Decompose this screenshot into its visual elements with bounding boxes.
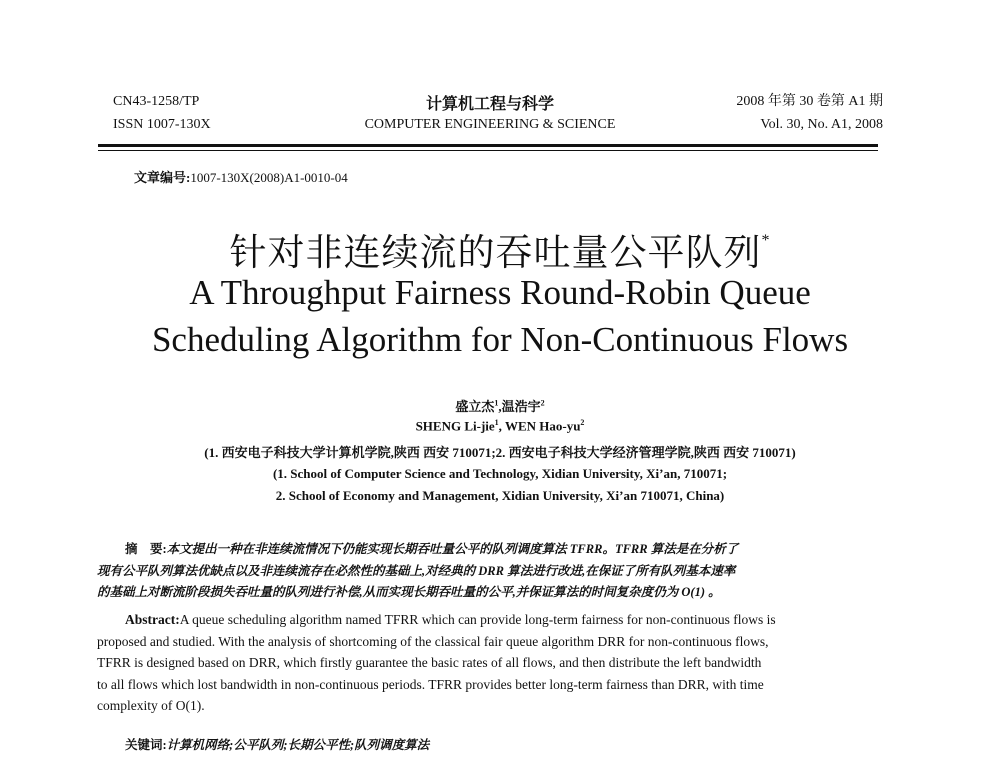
- abstract-en-line1: [97, 609, 883, 631]
- author-en-1: SHENG Li-jie: [415, 418, 495, 434]
- journal-issn: ISSN 1007-130X: [113, 117, 211, 132]
- abstract-en-line5: complexity of O(1).: [97, 698, 205, 713]
- author-en-separator: ,: [498, 418, 505, 434]
- journal-title-cn: 计算机工程与科学: [425, 96, 554, 113]
- abstract-cn-label: 摘 要:: [125, 542, 167, 556]
- header-rule-thin: [98, 150, 878, 151]
- affiliation-cn: (1. 西安电子科技大学计算机学院,陕西 西安 710071;2. 西安电子科技大学经济管理学院,陕西 西安 710071): [204, 445, 796, 460]
- authors-en: [0, 418, 1000, 434]
- affiliation-en-line1: (1. School of Computer Science and Technology, Xidian University, Xi’an, 710071;: [272, 466, 728, 481]
- abstract-en-line2: proposed and studied. With the analysis of shortcoming of the classical fair queue algorithm DRR for non-continuous flows,: [97, 633, 769, 649]
- abstract-en-label: Abstract:: [125, 612, 180, 627]
- abstract-en: [97, 609, 883, 717]
- keywords-label: 关键词:: [125, 738, 167, 752]
- abstract-cn-text1: 本文提出一种在非连续流情况下仍能实现长期吞吐量公平的队列调度算法 TFRR。TFRR 算法是在分析了: [166, 542, 739, 556]
- abstract-en-text1: A queue scheduling algorithm named TFRR which can provide long-term fairness for non-continuous flows is: [179, 612, 776, 627]
- abstract-en-line3: TFRR is designed based on DRR, which firstly guarantee the basic rates of all flows, and then distribute the left bandwidth: [97, 655, 762, 670]
- abstract-cn-line1: [97, 539, 883, 561]
- abstract-cn-line3: 的基础上对断流阶段损失吞吐量的队列进行补偿,从而实现长期吞吐量的公平,并保证算法的时间复杂度仍为 O(1) 。: [97, 585, 721, 599]
- journal-cn-code: CN43-1258/TP: [113, 94, 200, 109]
- author-cn-1: 盛立杰: [455, 399, 495, 414]
- article-number: [134, 167, 348, 186]
- header-rule-thick: [98, 144, 878, 147]
- title-cn-text: 针对非连续流的吞吐量公平队列: [229, 233, 762, 274]
- keywords-value: 计算机网络;公平队列;长期公平性;队列调度算法: [166, 738, 430, 752]
- journal-issue-en: Vol. 30, No. A1, 2008: [760, 117, 883, 132]
- author-cn-2-sup: 2: [540, 398, 545, 408]
- abstract-cn-line2: 现有公平队列算法优缺点以及非连续流存在必然性的基础上,对经典的 DRR 算法进行改进,在保证了所有队列基本速率: [97, 563, 736, 578]
- title-cn: [0, 222, 1000, 276]
- abstract-cn: [97, 539, 883, 604]
- title-en-line1: A Throughput Fairness Round-Robin Queue: [189, 273, 811, 312]
- journal-title-en: COMPUTER ENGINEERING & SCIENCE: [364, 117, 616, 132]
- journal-issue-cn: 2008 年第 30 卷第 A1 期: [736, 94, 883, 109]
- keywords: [125, 735, 429, 753]
- title-footnote-mark: *: [761, 232, 771, 249]
- author-en-2-sup: 2: [580, 418, 585, 427]
- authors-cn: [0, 396, 1000, 415]
- author-cn-2: 温浩宇: [501, 399, 541, 414]
- author-en-2: WEN Hao-yu: [504, 418, 581, 434]
- author-en-1-sup: 1: [494, 418, 499, 427]
- abstract-en-line4: to all flows which lost bandwidth in non-continuous periods. TFRR provides better long-term fairness than DRR, with time: [97, 676, 764, 692]
- title-en-line2: Scheduling Algorithm for Non-Continuous Flows: [151, 320, 849, 359]
- author-cn-1-sup: 1: [494, 398, 499, 408]
- article-number-value: 1007-130X(2008)A1-0010-04: [190, 170, 348, 185]
- affiliation-en-line2: 2. School of Economy and Management, Xidian University, Xi’an 710071, China): [275, 488, 725, 503]
- author-cn-separator: ,: [498, 399, 502, 414]
- article-number-label: 文章编号:: [134, 170, 191, 185]
